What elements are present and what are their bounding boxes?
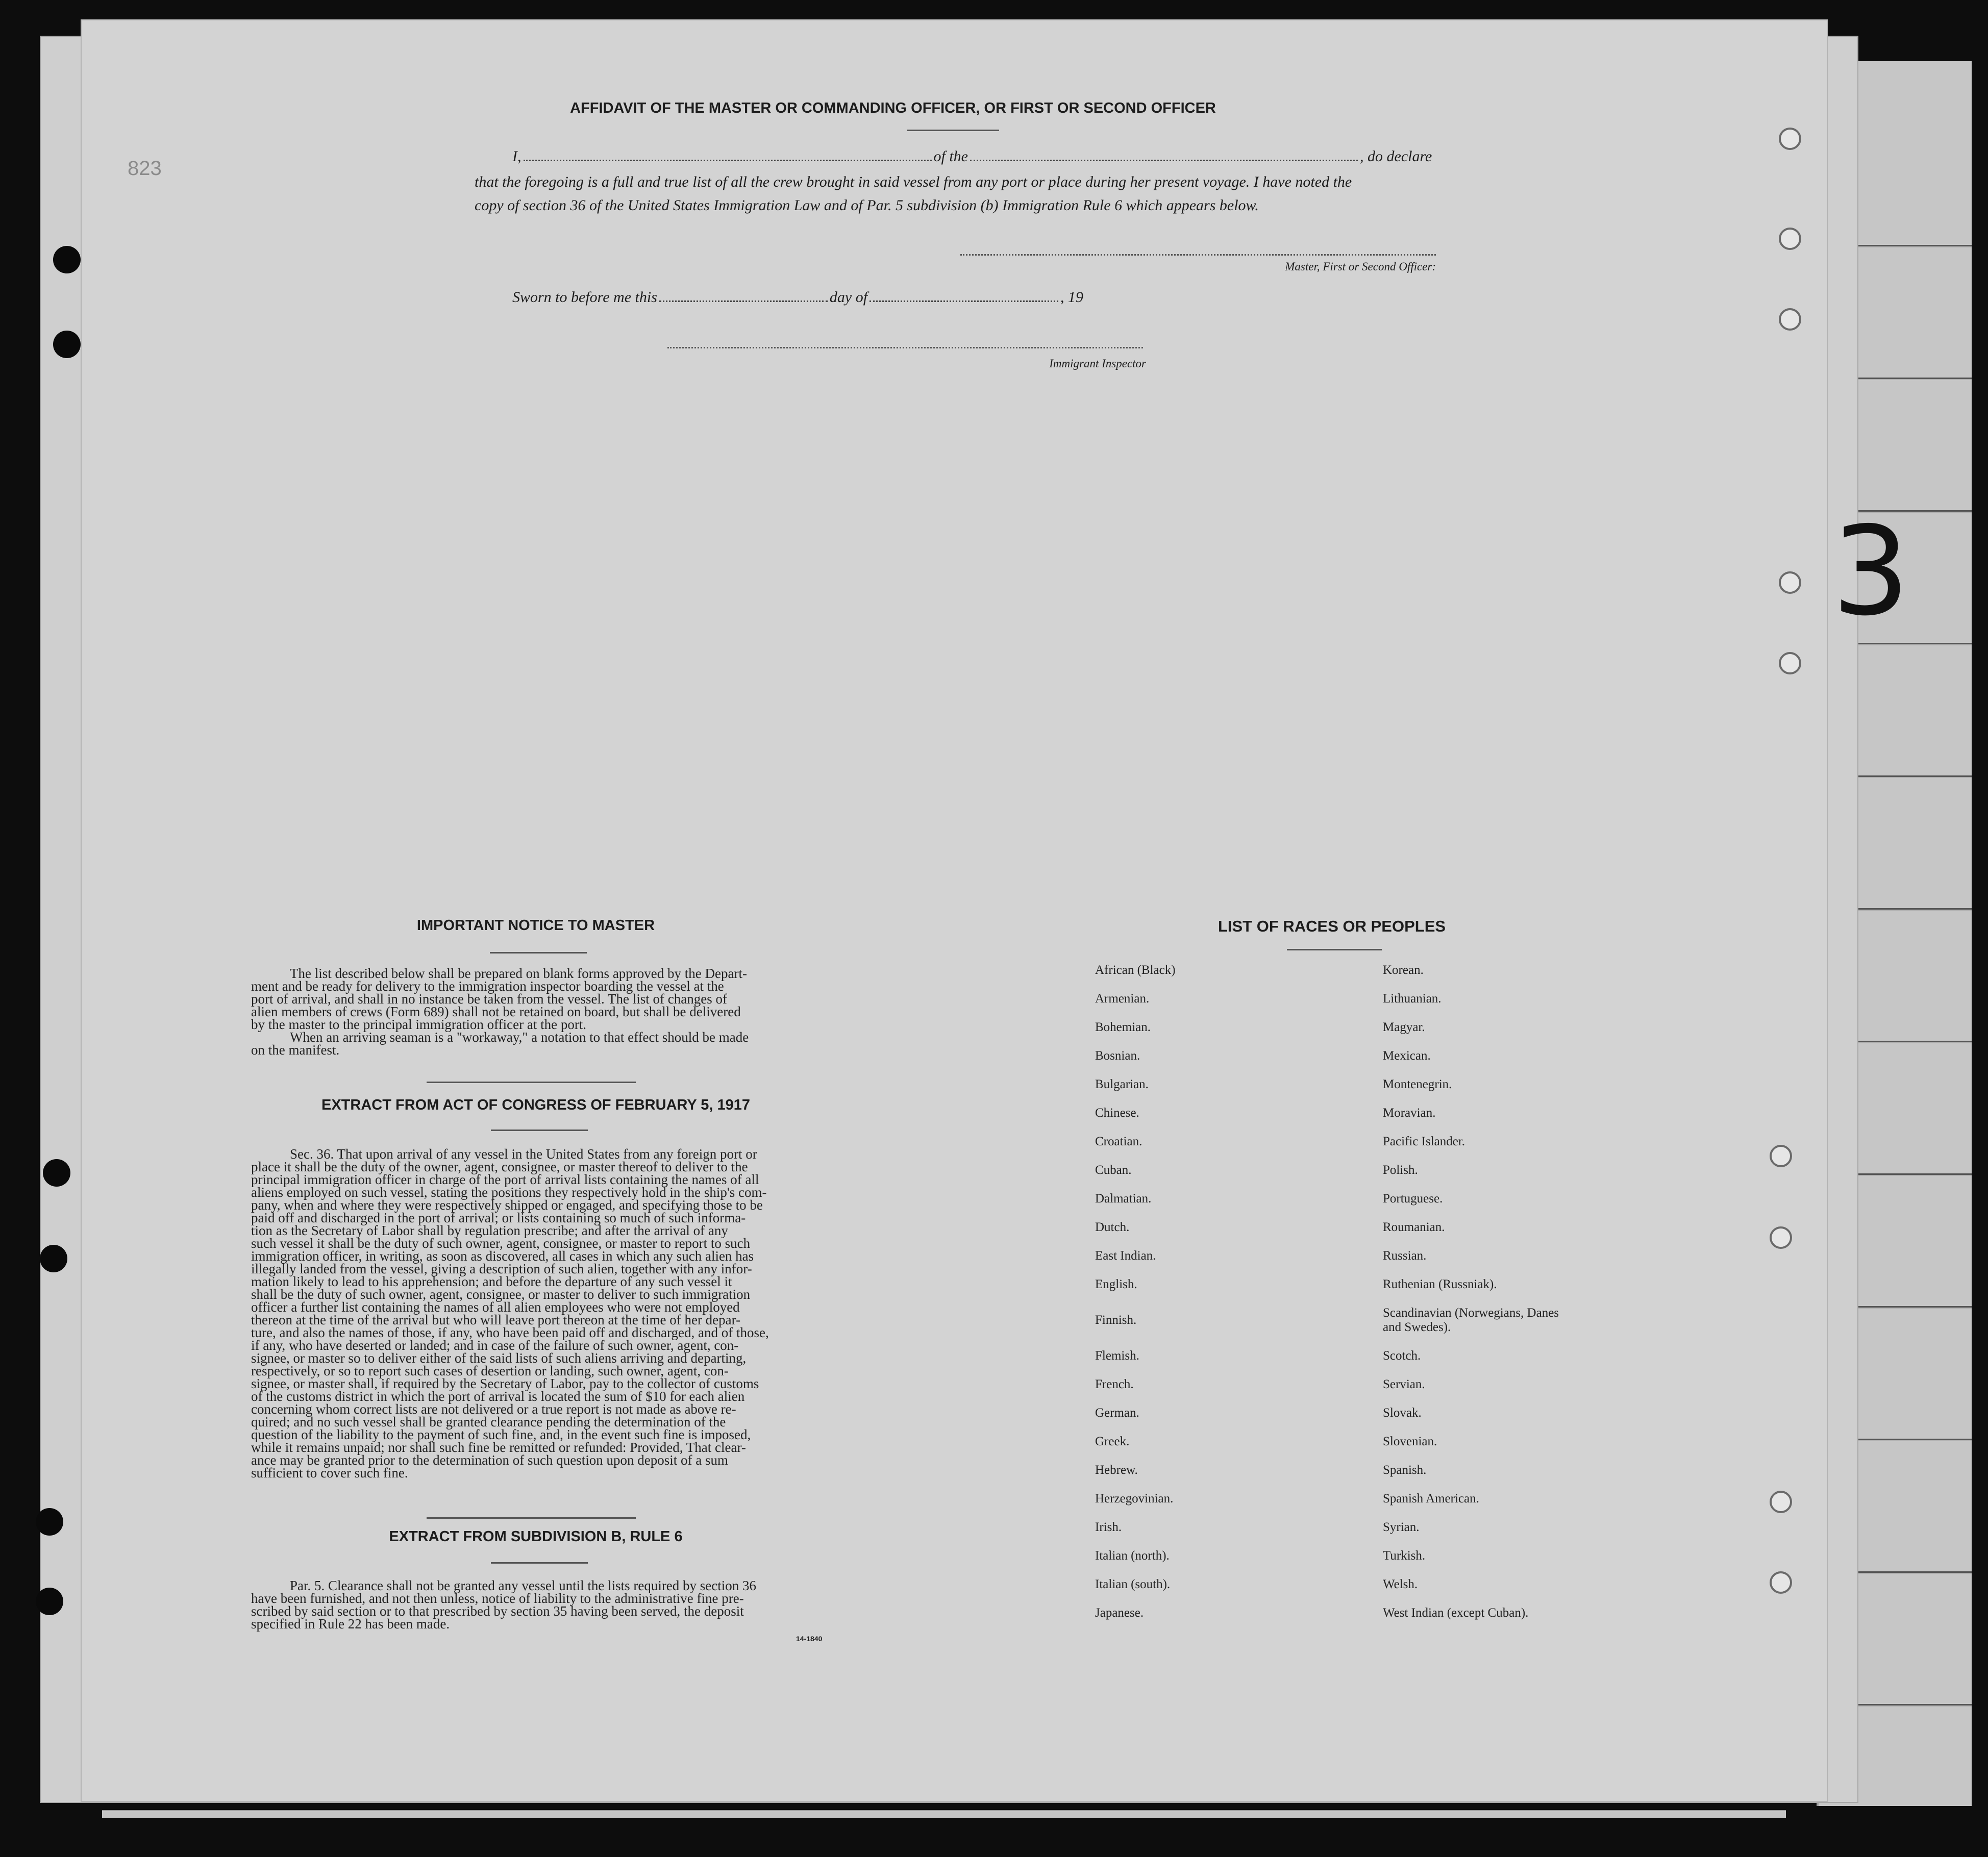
race-item: Chinese.: [1095, 1106, 1139, 1120]
affidavit-title: AFFIDAVIT OF THE MASTER OR COMMANDING OFFICER, OR FIRST OR SECOND OFFICER: [570, 100, 1216, 116]
notice-line: ment and be ready for delivery to the immigration inspector boarding the vessel at the: [251, 978, 724, 994]
act-line: ture, and also the names of those, if any, who have been paid off and discharged, and of those,: [251, 1325, 769, 1340]
race-item: Russian.: [1383, 1249, 1427, 1263]
divider: [1287, 949, 1382, 950]
race-item: Irish.: [1095, 1520, 1122, 1534]
handwritten-mark: 3: [1832, 500, 1910, 643]
race-item: Japanese.: [1095, 1606, 1144, 1620]
race-item: Dalmatian.: [1095, 1192, 1152, 1206]
race-item: Scotch.: [1383, 1349, 1421, 1363]
race-item: Slovenian.: [1383, 1435, 1437, 1448]
inspector-label: Immigrant Inspector: [1049, 357, 1146, 370]
race-item: Ruthenian (Russniak).: [1383, 1277, 1497, 1291]
act-line: thereon at the time of the arrival but who will leave port thereon at the time of her depar-: [251, 1312, 741, 1327]
notice-line: port of arrival, and shall in no instance be taken from the vessel. The list of changes of: [251, 991, 727, 1007]
race-item: Dutch.: [1095, 1220, 1130, 1234]
race-item: Moravian.: [1383, 1106, 1436, 1120]
races-title: LIST OF RACES OR PEOPLES: [1217, 917, 1446, 935]
race-item: East Indian.: [1095, 1249, 1156, 1263]
rule-extract-title: EXTRACT FROM SUBDIVISION B, RULE 6: [389, 1528, 683, 1545]
act-line: shall be the duty of such owner, agent, consignee, or master to deliver to such immigration: [251, 1287, 751, 1302]
rule-line: specified in Rule 22 has been made.: [251, 1616, 450, 1632]
divider: [491, 1562, 588, 1564]
race-item: Spanish American.: [1383, 1492, 1479, 1505]
ring-hole: [1779, 652, 1801, 674]
ring-hole: [1779, 571, 1801, 594]
race-item: Finnish.: [1095, 1313, 1137, 1327]
races-right-column: [1383, 956, 1597, 1627]
notice-line: When an arriving seaman is a "workaway," a notation to that effect should be made: [290, 1030, 749, 1045]
notice-body: [251, 967, 830, 1057]
race-item: Bohemian.: [1095, 1020, 1151, 1034]
race-item: Greek.: [1095, 1435, 1130, 1448]
race-item: Hebrew.: [1095, 1463, 1138, 1477]
signature-label: Master, First or Second Officer:: [1285, 260, 1436, 273]
binder-hole: [43, 1159, 70, 1187]
act-extract-title: EXTRACT FROM ACT OF CONGRESS OF FEBRUARY 5, 1917: [321, 1097, 751, 1113]
race-item: Bosnian.: [1095, 1049, 1140, 1063]
race-item: Flemish.: [1095, 1349, 1139, 1363]
act-line: question of the liability to the payment of such fine, and, in the event such fine is imposed,: [251, 1427, 751, 1442]
notice-line: on the manifest.: [251, 1042, 340, 1058]
act-line: mation likely to lead to his apprehension; and before the departure of any such vessel it: [251, 1274, 732, 1289]
ring-hole: [1770, 1491, 1792, 1513]
divider: [427, 1517, 636, 1519]
ring-hole: [1770, 1571, 1792, 1594]
signature-line: [960, 254, 1436, 256]
race-item: Portuguese.: [1383, 1192, 1443, 1206]
race-item: Syrian.: [1383, 1520, 1420, 1534]
sworn-line: Sworn to before me this day of , 19: [512, 289, 1084, 306]
form-number: 14-1840: [796, 1635, 823, 1643]
rule-line: have been furnished, and not then unless, notice of liability to the administrative fine pre-: [251, 1591, 744, 1606]
race-item: Herzegovinian.: [1095, 1492, 1174, 1505]
binder-hole: [36, 1508, 63, 1536]
binder-hole: [36, 1588, 63, 1615]
divider: [491, 1130, 588, 1131]
binder-hole: [53, 331, 81, 358]
act-line: pany, when and where they were respectively shipped or engaged, and specifying those to be: [251, 1197, 763, 1213]
ring-hole: [1779, 308, 1801, 331]
race-item: Pacific Islander.: [1383, 1135, 1465, 1148]
race-item: Servian.: [1383, 1377, 1425, 1391]
race-item: Scandinavian (Norwegians, Danes and Swedes).: [1383, 1306, 1559, 1334]
rule-extract-body: [251, 1579, 830, 1630]
ring-hole: [1770, 1145, 1792, 1167]
race-item: Mexican.: [1383, 1049, 1431, 1063]
act-extract-body: [251, 1148, 830, 1479]
act-line: paid off and discharged in the port of arrival; or lists containing so much of such informa-: [251, 1210, 746, 1225]
race-item: Cuban.: [1095, 1163, 1132, 1177]
race-item: Turkish.: [1383, 1549, 1426, 1563]
act-line: illegally landed from the vessel, giving a description of such alien, together with any infor-: [251, 1261, 752, 1276]
race-item: English.: [1095, 1277, 1137, 1291]
notice-title: IMPORTANT NOTICE TO MASTER: [416, 917, 655, 934]
race-item: Roumanian.: [1383, 1220, 1445, 1234]
divider: [907, 130, 999, 131]
act-line: such vessel it shall be the duty of such owner, agent, consignee, or master to report to such: [251, 1236, 751, 1251]
race-item: Armenian.: [1095, 992, 1150, 1006]
affidavit-line-1: I, of the , do declare: [512, 148, 1432, 165]
divider: [427, 1082, 636, 1083]
act-line: Sec. 36. That upon arrival of any vessel in the United States from any foreign port or: [290, 1146, 757, 1162]
act-line: if any, who have deserted or landed; and in case of the failure of such owner, agent, con-: [251, 1338, 739, 1353]
act-line: ance may be granted prior to the determination of such question upon deposit of a sum: [251, 1452, 729, 1468]
race-item: Montenegrin.: [1383, 1077, 1452, 1091]
act-line: sufficient to cover such fine.: [251, 1465, 408, 1480]
rule-line: scribed by said section or to that prescribed by section 35 having been served, the deposit: [251, 1603, 744, 1619]
margin-stamp: 823: [128, 157, 162, 180]
act-line: signee, or master shall, if required by the Secretary of Labor, pay to the collector of customs: [251, 1376, 759, 1391]
race-item: Korean.: [1383, 963, 1424, 977]
race-item: Italian (south).: [1095, 1577, 1171, 1591]
act-line: principal immigration officer in charge of the port of arrival lists containing the names of all: [251, 1172, 759, 1187]
act-line: while it remains unpaid; nor shall such fine be remitted or refunded: Provided, That clear-: [251, 1440, 746, 1455]
act-line: quired; and no such vessel shall be granted clearance pending the determination of the: [251, 1414, 726, 1429]
act-line: concerning whom correct lists are not delivered or a true report is not made as above re-: [251, 1401, 736, 1417]
notice-line: by the master to the principal immigration officer at the port.: [251, 1017, 587, 1032]
act-line: of the customs district in which the port of arrival is located the sum of $10 for each alien: [251, 1389, 745, 1404]
race-item: German.: [1095, 1406, 1139, 1420]
race-item: Bulgarian.: [1095, 1077, 1149, 1091]
act-line: signee, or master so to deliver either of the said lists of such aliens arriving and departing,: [251, 1350, 747, 1366]
race-item: Magyar.: [1383, 1020, 1425, 1034]
page-bottom-edge: [102, 1810, 1786, 1818]
notice-line: alien members of crews (Form 689) shall not be retained on board, but shall be delivered: [251, 1004, 741, 1019]
ring-hole: [1779, 228, 1801, 250]
affidavit-line-3: copy of section 36 of the United States Immigration Law and of Par. 5 subdivision (b) Immigration Rule 6 which appears below.: [475, 197, 1259, 214]
race-item: French.: [1095, 1377, 1134, 1391]
divider: [490, 952, 587, 953]
race-item: Spanish.: [1383, 1463, 1427, 1477]
act-line: officer a further list containing the names of all alien employees who were not employed: [251, 1299, 740, 1315]
ring-hole: [1779, 128, 1801, 150]
ring-hole: [1770, 1226, 1792, 1249]
act-line: aliens employed on such vessel, stating the positions they respectively hold in the ship's com-: [251, 1185, 767, 1200]
race-item: Polish.: [1383, 1163, 1418, 1177]
notice-line: The list described below shall be prepared on blank forms approved by the Depart-: [290, 966, 747, 981]
race-item: Lithuanian.: [1383, 992, 1442, 1006]
act-line: immigration officer, in writing, as soon as discovered, all cases in which any such alien has: [251, 1248, 754, 1264]
races-left-column: [1095, 956, 1360, 1627]
act-line: place it shall be the duty of the owner, agent, consignee, or master thereof to deliver to the: [251, 1159, 748, 1174]
race-item: West Indian (except Cuban).: [1383, 1606, 1529, 1620]
act-line: tion as the Secretary of Labor shall by regulation prescribe; and after the arrival of any: [251, 1223, 728, 1238]
race-item: Croatian.: [1095, 1135, 1142, 1148]
race-item: African (Black): [1095, 963, 1176, 977]
act-line: respectively, or so to report such cases of desertion or landing, such owner, agent, con-: [251, 1363, 729, 1378]
race-item: Welsh.: [1383, 1577, 1418, 1591]
binder-hole: [40, 1245, 67, 1272]
race-item: Italian (north).: [1095, 1549, 1170, 1563]
affidavit-line-2: that the foregoing is a full and true list of all the crew brought in said vessel from any port or place during her present voyage. I have noted the: [475, 173, 1352, 190]
rule-line: Par. 5. Clearance shall not be granted any vessel until the lists required by section 36: [290, 1578, 757, 1593]
inspector-signature-line: [667, 347, 1143, 348]
race-item: Slovak.: [1383, 1406, 1422, 1420]
binder-hole: [53, 246, 81, 273]
